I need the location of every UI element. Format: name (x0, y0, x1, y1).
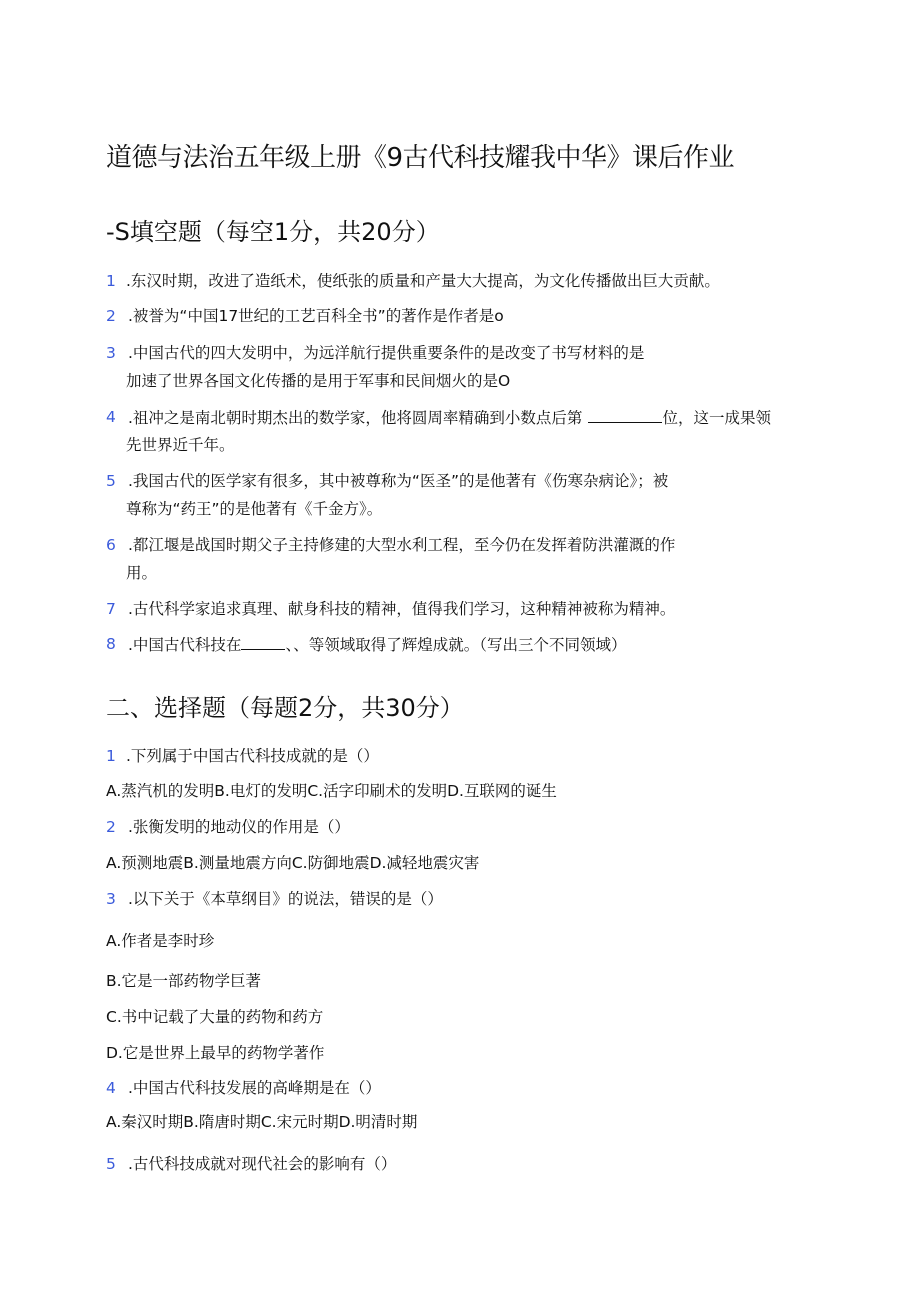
item-text: .我国古代的医学家有很多，其中被尊称为“医圣”的是他著有《伤寒杂病论》；被 (128, 472, 669, 490)
question-number: 3 (106, 890, 116, 908)
item-number: 1 (106, 272, 116, 290)
item-text-part: .中国古代科技在 (128, 636, 242, 654)
item-number: 8 (106, 635, 116, 653)
question-text: .以下关于《本草纲目》的说法，错误的是（） (128, 890, 443, 908)
item-number: 2 (106, 307, 116, 325)
question-number: 4 (106, 1079, 116, 1097)
option-b: B.它是一部药物学巨著 (106, 972, 262, 990)
question-text: .张衡发明的地动仪的作用是（） (128, 818, 350, 836)
item-text-part: .祖冲之是南北朝时期杰出的数学家，他将圆周率精确到小数点后第 (128, 409, 583, 427)
item-number: 4 (106, 408, 116, 426)
question-text: .下列属于中国古代科技成就的是（） (126, 747, 379, 765)
section-heading-fill-blank: -S填空题（每空1分，共20分） (106, 218, 440, 246)
item-text-continued: 用。 (126, 564, 158, 582)
item-number: 5 (106, 472, 116, 490)
section-heading-multiple-choice: 二、选择题（每题2分，共30分） (106, 694, 464, 722)
question-number: 1 (106, 747, 116, 765)
question-options: A.蒸汽机的发明B.电灯的发明C.活字印刷术的发明D.互联网的诞生 (106, 782, 557, 800)
item-text-part: 位，这一成果领 (662, 409, 771, 427)
item-number: 7 (106, 600, 116, 618)
item-text: .中国古代的四大发明中，为远洋航行提供重要条件的是改变了书写材料的是 (128, 344, 645, 362)
item-text-part: 、、等领域取得了辉煌成就。（写出三个不同领域） (285, 636, 627, 654)
question-options: A.预测地震B.测量地震方向C.防御地震D.减轻地震灾害 (106, 854, 480, 872)
question-number: 5 (106, 1155, 116, 1173)
option-c: C.书中记载了大量的药物和药方 (106, 1008, 324, 1026)
question-text: .古代科技成就对现代社会的影响有（） (128, 1155, 397, 1173)
item-text: .古代科学家追求真理、献身科技的精神，值得我们学习，这种精神被称为精神。 (128, 600, 676, 618)
item-text (128, 633, 626, 656)
question-number: 2 (106, 818, 116, 836)
question-options: A.秦汉时期B.隋唐时期C.宋元时期D.明清时期 (106, 1113, 418, 1131)
option-d: D.它是世界上最早的药物学著作 (106, 1044, 325, 1062)
item-text-continued: 尊称为“药王”的是他著有《千金方》。 (126, 500, 383, 518)
item-text-continued: 先世界近千年。 (126, 436, 235, 454)
item-number: 3 (106, 344, 116, 362)
item-text-continued: 加速了世界各国文化传播的是用于军事和民间烟火的是O (126, 372, 511, 390)
item-text: .都江堰是战国时期父子主持修建的大型水利工程，至今仍在发挥着防洪灌溉的作 (128, 536, 676, 554)
answer-blank (588, 406, 662, 423)
item-text (128, 406, 771, 429)
item-number: 6 (106, 536, 116, 554)
item-text: .东汉时期，改进了造纸术，使纸张的质量和产量大大提高，为文化传播做出巨大贡献。 (126, 272, 720, 290)
option-a: A.作者是李时珍 (106, 932, 215, 950)
item-text: .被誉为“中国17世纪的工艺百科全书”的著作是作者是o (128, 307, 504, 325)
answer-blank (241, 633, 285, 650)
question-text: .中国古代科技发展的高峰期是在（） (128, 1079, 381, 1097)
page-title: 道德与法治五年级上册《9古代科技耀我中华》课后作业 (106, 143, 735, 173)
